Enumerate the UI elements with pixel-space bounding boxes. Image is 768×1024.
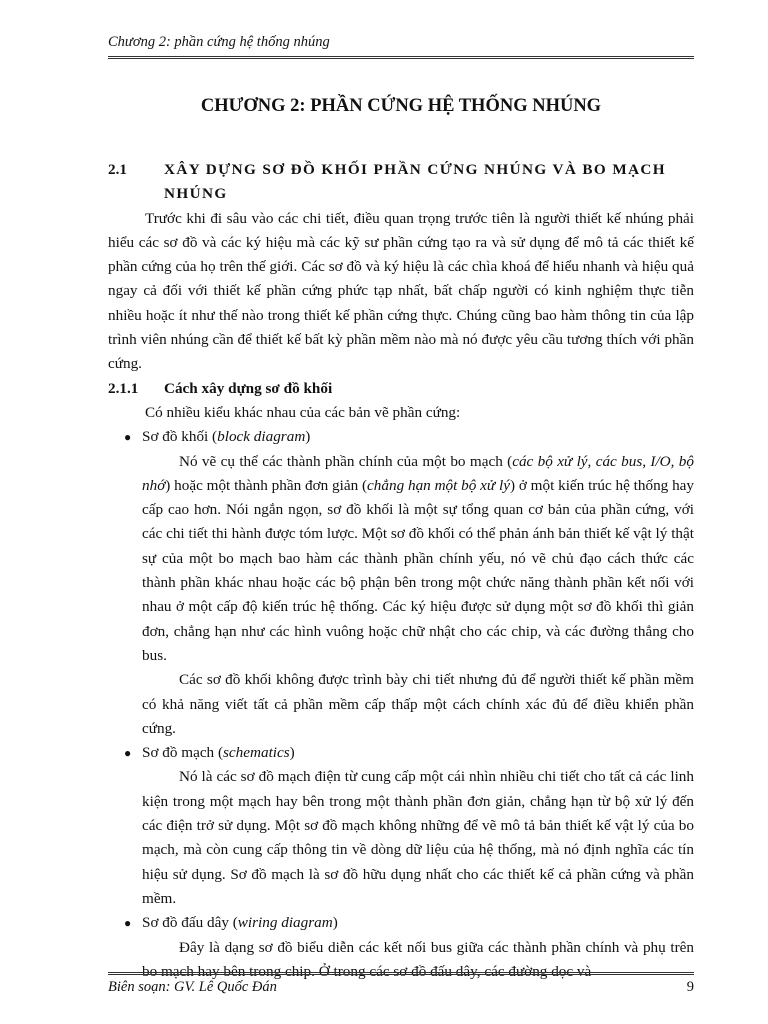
bullet-paragraph: Đây là dạng sơ đồ biểu diễn các kết nối bus giữa các thành phần chính và phụ trên bo mạch hay bên trong chip. Ở trong các sơ đồ đấu dây, các đường dọc và [142,938,694,980]
bullet-term: block diagram [217,428,306,446]
footer-author: Biên soạn: GV. Lê Quốc Đán [108,979,277,995]
bullet-dot-icon: ● [124,916,132,931]
bullet-paragraph: Các sơ đồ khối không được trình bày chi tiết nhưng đủ để người thiết kế phần mềm có khả năng viết tất cả phần mềm cấp thấp một cách chính xác đủ để điều khiển phần cứng. [142,671,694,737]
section-heading-2-1 [108,158,694,207]
section-number: 2.1 [108,161,127,178]
bullet-item [108,911,694,935]
chapter-title: CHƯƠNG 2: PHẦN CỨNG HỆ THỐNG NHÚNG [200,96,602,116]
bullet-label: Sơ đồ mạch (schematics) [142,744,295,762]
subsection-intro: Có nhiều kiểu khác nhau của các bản vẽ phần cứng: [145,403,461,421]
running-header [108,32,694,59]
page-body [108,158,694,984]
bullet-label: Sơ đồ khối (block diagram) [142,428,311,446]
bullet-item [108,425,694,449]
subsection-number: 2.1.1 [108,379,139,397]
section-intro-paragraph: Trước khi đi sâu vào các chi tiết, điều quan trọng trước tiên là người thiết kế nhúng phải hiểu các sơ đồ và các ký hiệu mà các kỹ sư phần cứng tạo ra và sử dụng để mô tả các thiết kế phần cứng của họ trên thế giới. Các sơ đồ và ký hiệu là các chìa khoá để hiểu nhanh và hiệu quả ngay cả đối với thiết kế phần cứng phức tạp nhất, bất chấp người có kinh nghiệm thực tiễn nhiều hoặc ít như thế nào trong thiết kế phần cứng thực. Chúng cũng bao hàm thông tin của lập trình viên nhúng cần để thiết kế bất kỳ phần mềm nào mà nó được yêu cầu tương thích với phần cứng. [108,209,694,373]
subsection-title: Cách xây dựng sơ đồ khối [164,379,333,397]
bullet-dot-icon: ● [124,746,132,761]
bullet-dot-icon: ● [124,430,132,445]
diagram-types-list [108,425,694,984]
running-header-title: Chương 2: phần cứng hệ thống nhúng [108,34,330,50]
page-footer [108,972,694,1001]
section-title: XÂY DỰNG SƠ ĐỒ KHỐI PHẦN CỨNG NHÚNG VÀ BO MẠCH NHÚNG [164,161,667,203]
bullet-paragraph: Nó vẽ cụ thể các thành phần chính của một bo mạch (các bộ xử lý, các bus, I/O, bộ nhớ) hoặc một thành phần đơn giản (chẳng hạn một bộ xử lý) ở một kiến trúc hệ thống hay cấp cao hơn. Nói ngắn ngọn, sơ đồ khối là một sự tổng quan cơ bản của phần cứng, với các chi tiết thi hành được tóm lược. Một sơ đồ khối có thể phản ánh bản thiết kế vật lý thật sự của một bo mạch bao hàm các thành phần chính yếu, nó vẽ chủ đạo cách thức các thành phần khác nhau hoặc các bộ phận bên trong một chức năng thành phần kết nối với nhau ở một cấp độ kiến trúc hệ thống. Các ký hiệu được sử dụng một sơ đồ khối thì giản đơn, chẳng hạn như các hình vuông hoặc chữ nhật cho các chip, và các đường thẳng cho bus. [142,452,694,664]
bullet-term: wiring diagram [237,914,333,932]
bullet-label: Sơ đồ đấu dây (wiring diagram) [142,914,338,932]
bullet-paragraph: Nó là các sơ đồ mạch điện từ cung cấp một cái nhìn nhiều chi tiết cho tất cả các linh kiện trong một mạch hay bên trong một thành phần đơn giản, chẳng hạn từ bộ xử lý đến các điện trở sử dụng. Một sơ đồ mạch không những để vẽ mô tả bản thiết kế vật lý của bo mạch, mà còn cung cấp thông tin về dòng dữ liệu của hệ thống, mà nó định nghĩa các tín hiệu sử dụng. Sơ đồ mạch là sơ đồ hữu dụng nhất cho các thiết kế cả phần cứng và phần mềm. [142,768,694,907]
bullet-term: schematics [223,744,290,762]
bullet-item [108,741,694,765]
section-heading-2-1-1 [108,377,694,401]
page-number: 9 [686,979,694,995]
